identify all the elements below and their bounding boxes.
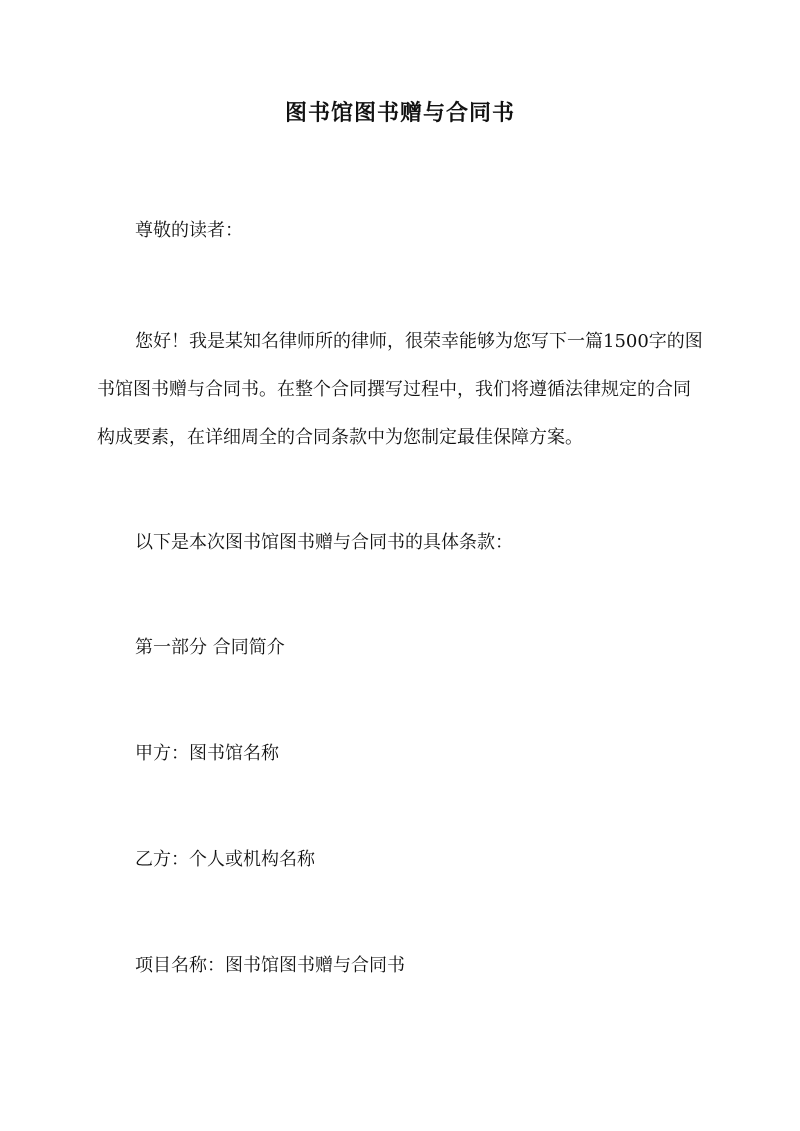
party-a-line: 甲方：图书馆名称 [135,743,279,764]
project-name-line: 项目名称：图书馆图书赠与合同书 [135,955,405,976]
part1-heading: 第一部分 合同简介 [135,637,285,658]
party-b-line: 乙方：个人或机构名称 [135,849,315,870]
following-paragraph: 以下是本次图书馆图书赠与合同书的具体条款： [135,532,513,553]
greeting-paragraph: 尊敬的读者： [135,220,243,241]
intro-paragraph: 您好！我是某知名律师所的律师，很荣幸能够为您写下一篇1500字的图书馆图书赠与合同书。在整个合同撰写过程中，我们将遵循法律规定的合同构成要素，在详细周全的合同条款中为您制定最佳保障方案。 [97,331,703,448]
document-title: 图书馆图书赠与合同书 [284,100,515,126]
